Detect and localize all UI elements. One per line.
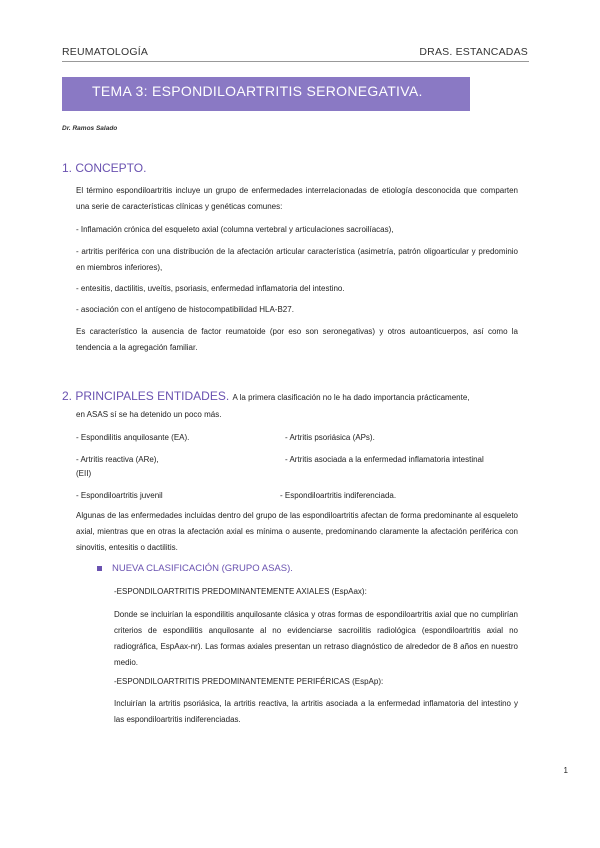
subheading: -ESPONDILOARTRITIS PREDOMINANTEMENTE PERIFÉRICAS (EspAp):: [114, 677, 384, 686]
paragraph: Donde se incluirían la espondilitis anquilosante clásica y otras formas de espondiloartritis axial que no cumplirían criterios de espondilitis anquilosante al no evidenciarse sacroilitis radiológica (espondiloartritis axial no radiográfica, EspAax-nr). Las formas axiales presentan un retraso diagnóstico de alrededor de 8 años en nuestro medio.: [114, 610, 518, 667]
square-bullet-icon: [97, 566, 102, 571]
entity-item: - Espondilitis anquilosante (EA).: [76, 433, 190, 442]
entity-item: - Artritis asociada a la enfermedad inflamatoria intestinal: [285, 455, 484, 464]
header-divider: [62, 61, 529, 62]
section-heading-entidades: [62, 389, 470, 403]
entity-item: - Espondiloartritis juvenil: [76, 491, 163, 500]
section-heading-concepto: 1. CONCEPTO.: [62, 161, 147, 175]
paragraph: en ASAS sí se ha detenido un poco más.: [76, 410, 222, 419]
bullet-heading: [97, 563, 293, 574]
paragraph: - asociación con el antígeno de histocompatibilidad HLA-B27.: [76, 305, 294, 314]
page-title: TEMA 3: ESPONDILOARTRITIS SERONEGATIVA.: [92, 83, 423, 99]
paragraph: - entesitis, dactilitis, uveítis, psoriasis, enfermedad inflamatoria del intestino.: [76, 284, 345, 293]
title-banner: [62, 77, 470, 111]
author: Dr. Ramos Salado: [62, 125, 118, 132]
subheading: -ESPONDILOARTRITIS PREDOMINANTEMENTE AXIALES (EspAax):: [114, 587, 367, 596]
bullet-text: NUEVA CLASIFICACIÓN (GRUPO ASAS).: [112, 563, 293, 574]
running-header-left: REUMATOLOGÍA: [62, 46, 149, 58]
entity-item: - Artritis reactiva (ARe),: [76, 455, 159, 464]
section-heading-tail: A la primera clasificación no le ha dado importancia prácticamente,: [232, 393, 470, 402]
paragraph: Es característico la ausencia de factor reumatoide (por eso son seronegativas) y otros autoanticuerpos, así como la tendencia a la agregación familiar.: [76, 327, 518, 352]
entity-item: - Espondiloartritis indiferenciada.: [280, 491, 397, 500]
paragraph: Algunas de las enfermedades incluidas dentro del grupo de las espondiloartritis afectan de forma predominante al esqueleto axial, mientras que en otras la afectación axial es mínima o ausente, predominando claramente la afectación periférica con sinovitis, entesitis o dactilitis.: [76, 511, 518, 552]
page-number: 1: [563, 766, 568, 775]
entity-item: (EII): [76, 469, 92, 478]
paragraph: Incluirían la artritis psoriásica, la artritis reactiva, la artritis asociada a la enfermedad inflamatoria del intestino y las espondiloartritis indiferenciadas.: [114, 699, 518, 724]
paragraph: - artritis periférica con una distribución de la afectación articular característica (asimetría, patrón oligoarticular y predominio en miembros inferiores),: [76, 247, 518, 272]
paragraph: - Inflamación crónica del esqueleto axial (columna vertebral y articulaciones sacroilíacas),: [76, 225, 394, 234]
section-heading-text: 2. PRINCIPALES ENTIDADES.: [62, 389, 230, 403]
running-header-right: DRAS. ESTANCADAS: [419, 46, 528, 58]
paragraph: El término espondiloartritis incluye un grupo de enfermedades interrelacionadas de etiología desconocida que comparten una serie de características clínicas y genéticas comunes:: [76, 186, 518, 211]
entity-item: - Artritis psoriásica (APs).: [285, 433, 375, 442]
